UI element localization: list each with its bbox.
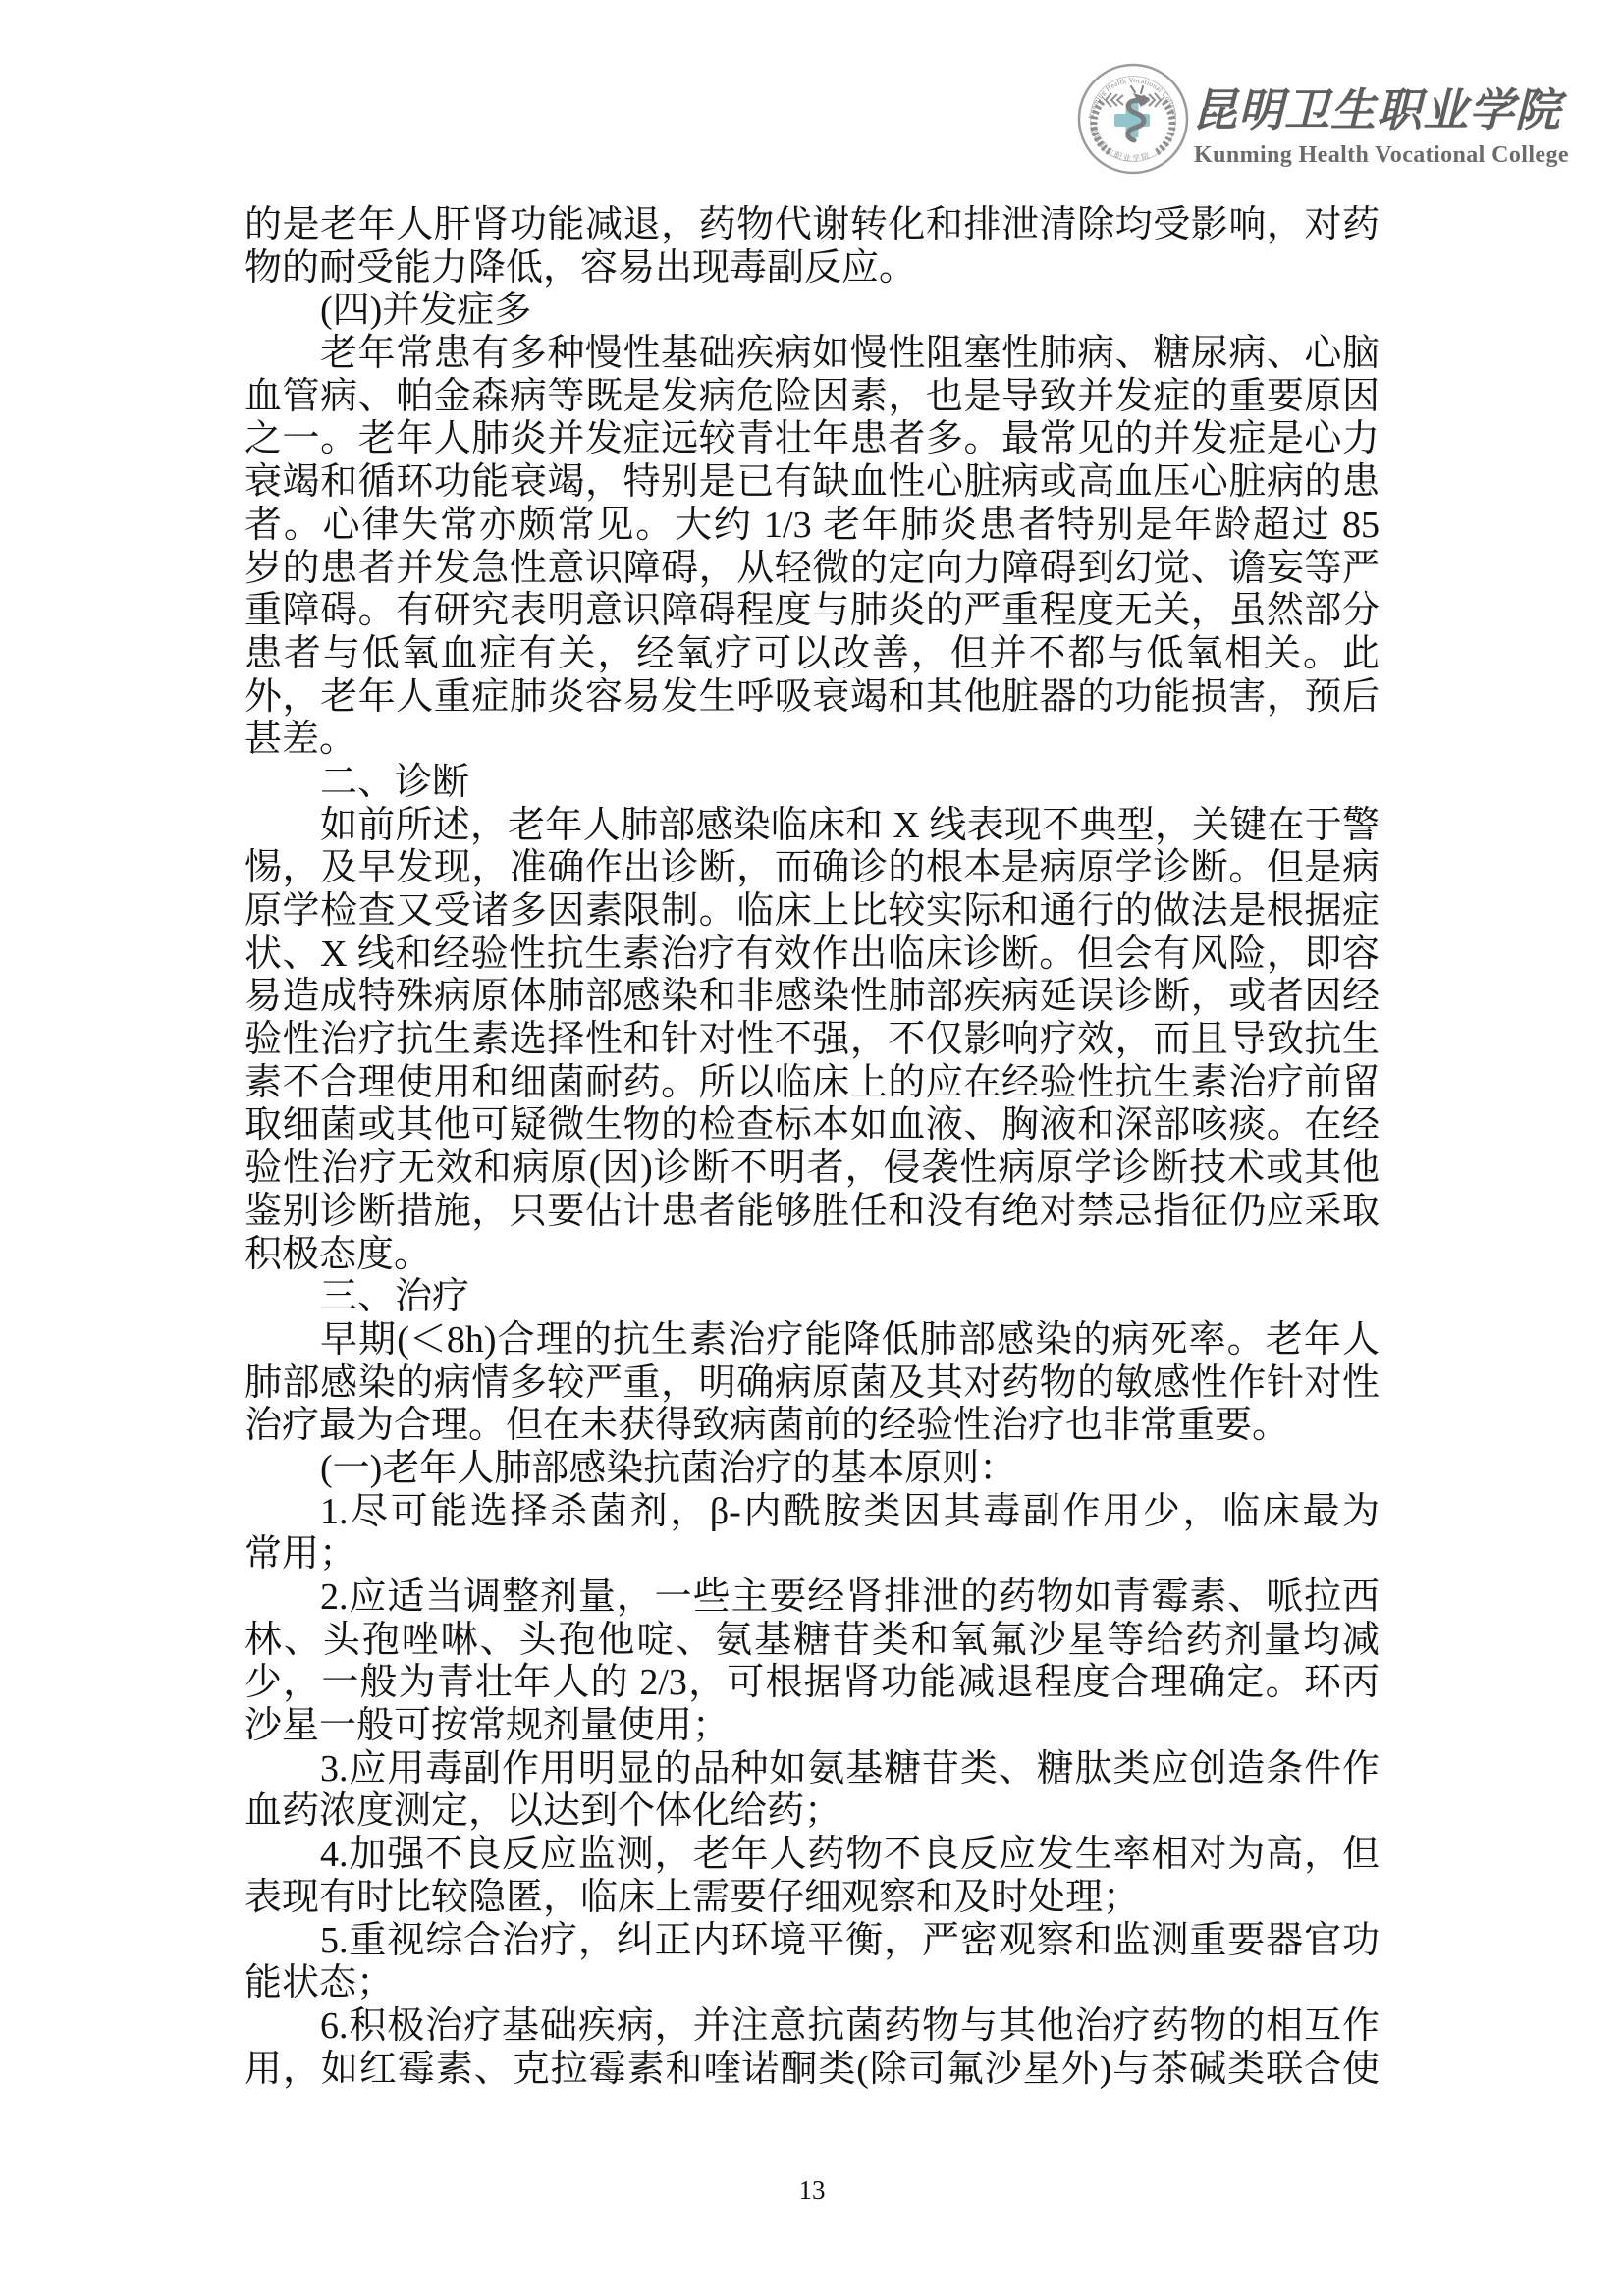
text-line: (一)老年人肺部感染抗菌治疗的基本原则： xyxy=(320,1447,1017,1489)
text-line: 3.应用毒副作用明显的品种如氨基糖苷类、糖肽类应创造条件作 xyxy=(320,1747,1380,1789)
text-line: 血药浓度测定，以达到个体化给药； xyxy=(244,1790,842,1833)
text-line: 岁的患者并发急性意识障碍，从轻微的定向力障碍到幻觉、谵妄等严 xyxy=(244,547,1380,589)
college-name-english: Kunming Health Vocational College xyxy=(1194,142,1569,168)
text-line: 重障碍。有研究表明意识障碍程度与肺炎的严重程度无关，虽然部分 xyxy=(244,590,1380,632)
text-line: 6.积极治疗基础疾病，并注意抗菌药物与其他治疗药物的相互作 xyxy=(320,2004,1380,2047)
page-number: 13 xyxy=(798,2175,826,2205)
text-line: 患者与低氧血症有关，经氧疗可以改善，但并不都与低氧相关。此 xyxy=(244,632,1380,674)
college-name-calligraphy: 昆明卫生职业学院 xyxy=(1192,85,1561,135)
seal-arc-top-text: Kunming Health Vocational College xyxy=(1087,76,1179,120)
text-line: 二、诊断 xyxy=(320,761,470,803)
document-body xyxy=(244,204,1380,2091)
text-line: 原学检查又受诸多因素限制。临床上比较实际和通行的做法是根据症 xyxy=(244,890,1380,932)
college-seal-logo xyxy=(1076,62,1190,176)
text-line: 早期(＜8h)合理的抗生素治疗能降低肺部感染的病死率。老年人 xyxy=(320,1318,1380,1361)
text-line: 4.加强不良反应监测，老年人药物不良反应发生率相对为高，但 xyxy=(320,1834,1380,1876)
text-line: 2.应适当调整剂量，一些主要经肾排泄的药物如青霉素、哌拉西 xyxy=(320,1576,1380,1618)
text-line: 惕，及早发现，准确作出诊断，而确诊的根本是病原学诊断。但是病 xyxy=(244,847,1380,889)
text-line: 者。心律失常亦颇常见。大约 1/3 老年肺炎患者特别是年龄超过 85 xyxy=(244,504,1380,546)
text-line: 甚差。 xyxy=(244,719,357,761)
text-line: 之一。老年人肺炎并发症远较青壮年患者多。最常见的并发症是心力 xyxy=(244,418,1380,460)
text-line: 的是老年人肝肾功能减退，药物代谢转化和排泄清除均受影响，对药 xyxy=(244,204,1380,245)
text-line: 验性治疗抗生素选择性和针对性不强，不仅影响疗效，而且导致抗生 xyxy=(244,1019,1380,1061)
text-line: 1.尽可能选择杀菌剂，β-内酰胺类因其毒副作用少，临床最为 xyxy=(320,1490,1380,1532)
text-line: 肺部感染的病情多较严重，明确病原菌及其对药物的敏感性作针对性 xyxy=(244,1362,1380,1404)
text-line: (四)并发症多 xyxy=(320,290,532,332)
text-line: 治疗最为合理。但在未获得致病菌前的经验性治疗也非常重要。 xyxy=(244,1405,1290,1447)
text-line: 验性治疗无效和病原(因)诊断不明者，侵袭性病原学诊断技术或其他 xyxy=(244,1148,1380,1190)
text-line: 三、治疗 xyxy=(320,1276,470,1318)
text-line: 沙星一般可按常规剂量使用； xyxy=(244,1705,731,1747)
text-line: 易造成特殊病原体肺部感染和非感染性肺部疾病延误诊断，或者因经 xyxy=(244,976,1380,1018)
text-line: 衰竭和循环功能衰竭，特别是已有缺血性心脏病或高血压心脏病的患 xyxy=(244,461,1380,504)
text-line: 老年常患有多种慢性基础疾病如慢性阻塞性肺病、糖尿病、心脑 xyxy=(320,333,1380,375)
text-line: 素不合理使用和细菌耐药。所以临床上的应在经验性抗生素治疗前留 xyxy=(244,1061,1380,1103)
text-line: 能状态； xyxy=(244,1962,395,2004)
text-line: 少，一般为青壮年人的 2/3，可根据肾功能减退程度合理确定。环丙 xyxy=(244,1662,1380,1704)
text-line: 常用； xyxy=(244,1533,357,1575)
text-line: 鉴别诊断措施，只要估计患者能够胜任和没有绝对禁忌指征仍应采取 xyxy=(244,1190,1380,1232)
text-line: 林、头孢唑啉、头孢他啶、氨基糖苷类和氧氟沙星等给药剂量均减 xyxy=(244,1619,1380,1661)
text-line: 取细菌或其他可疑微生物的检查标本如血液、胸液和深部咳痰。在经 xyxy=(244,1104,1380,1147)
text-line: 状、X 线和经验性抗生素治疗有效作出临床诊断。但会有风险，即容 xyxy=(244,933,1380,975)
text-line: 如前所述，老年人肺部感染临床和 X 线表现不典型，关键在于警 xyxy=(320,804,1380,846)
text-line: 用，如红霉素、克拉霉素和喹诺酮类(除司氟沙星外)与茶碱类联合使 xyxy=(244,2048,1380,2090)
text-line: 表现有时比较隐匿，临床上需要仔细观察和及时处理； xyxy=(244,1876,1141,1918)
text-line: 物的耐受能力降低，容易出现毒副反应。 xyxy=(244,246,917,289)
text-line: 5.重视综合治疗，纠正内环境平衡，严密观察和监测重要器官功 xyxy=(320,1919,1380,1961)
text-line: 血管病、帕金森病等既是发病危险因素，也是导致并发症的重要原因 xyxy=(244,375,1380,417)
text-line: 外，老年人重症肺炎容易发生呼吸衰竭和其他脏器的功能损害，预后 xyxy=(244,675,1380,718)
text-line: 积极态度。 xyxy=(244,1233,432,1275)
seal-arc-bottom-text: 昆明卫生职业学院 xyxy=(1087,124,1153,164)
